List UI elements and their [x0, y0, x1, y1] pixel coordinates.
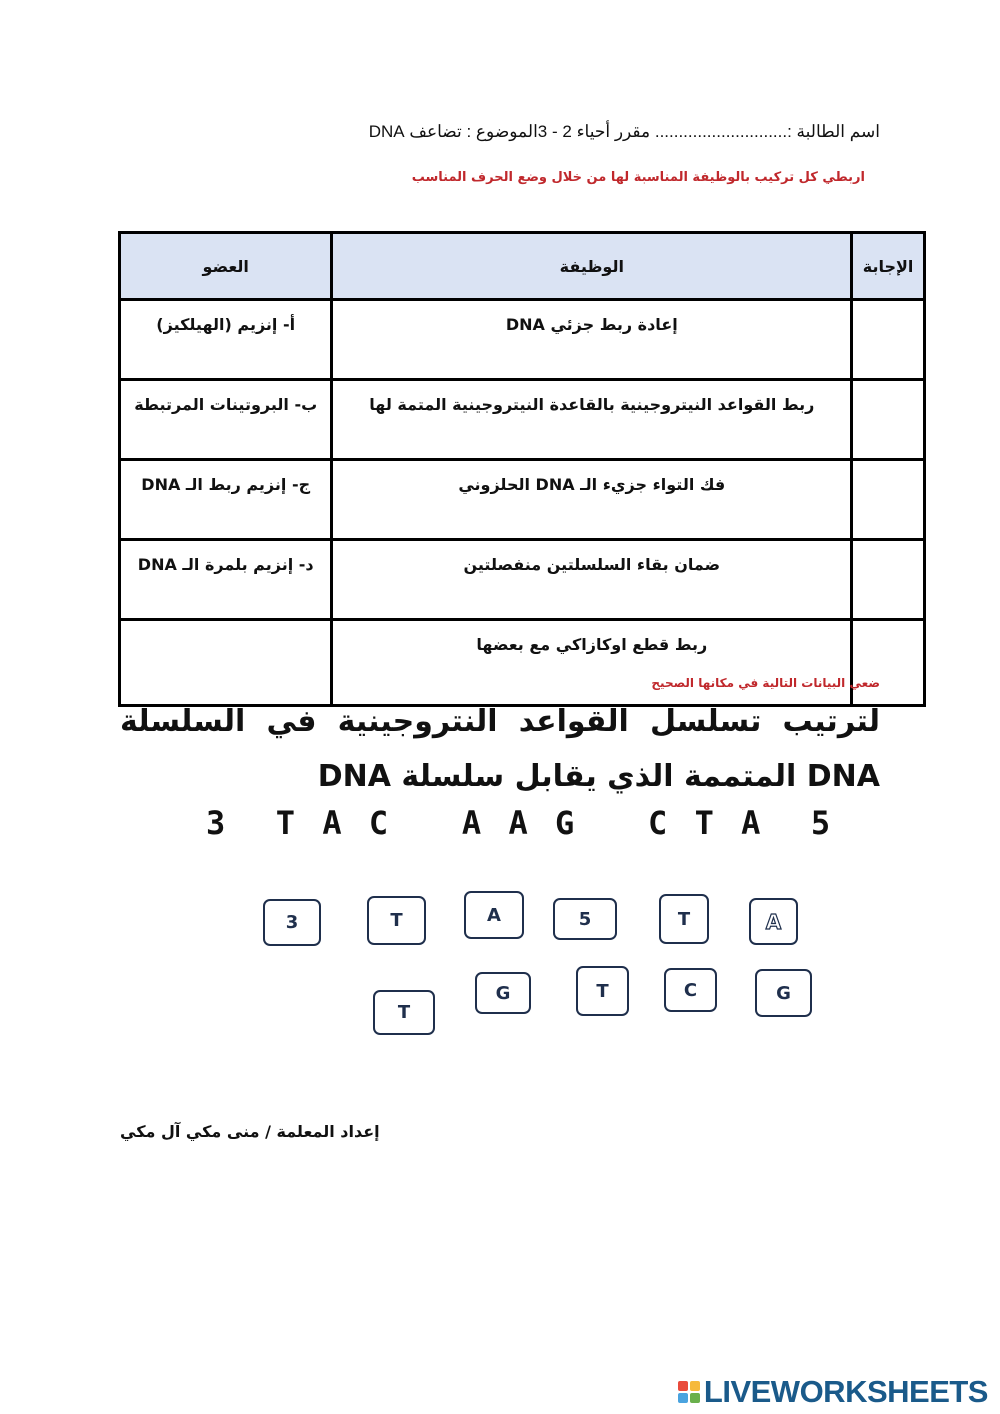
- member-cell: ب- البروتينات المرتبطة: [120, 380, 332, 460]
- header-answer: الإجابة: [852, 233, 925, 300]
- matching-instruction: اربطي كل تركيب بالوظيفة المناسبة لها من خلال وضع الحرف المناسب: [411, 170, 865, 185]
- drag-tile[interactable]: A: [749, 898, 798, 945]
- part2-question: لترتيب تسلسل القواعد النتروجينية في السلسلة DNA المتممة الذي يقابل سلسلة DNA: [120, 704, 880, 794]
- drag-tile[interactable]: T: [373, 990, 435, 1035]
- drag-tile[interactable]: 5: [553, 898, 617, 940]
- liveworksheets-logo: [678, 1374, 988, 1410]
- part2-instruction: ضعي البيانات التالية في مكانها الصحيح: [651, 676, 880, 690]
- answer-cell[interactable]: [852, 460, 925, 540]
- drag-tile[interactable]: A: [464, 891, 524, 939]
- header-function: الوظيفة: [332, 233, 852, 300]
- table-row: [120, 460, 925, 540]
- logo-mark-icon: [678, 1381, 700, 1403]
- matching-table: [118, 231, 926, 707]
- answer-cell[interactable]: [852, 300, 925, 380]
- member-cell: أ- إنزيم (الهيلكيز): [120, 300, 332, 380]
- function-cell: ربط القواعد النيتروجينية بالقاعدة النيتروجينية المتمة لها: [332, 380, 852, 460]
- function-cell: إعادة ربط جزئي DNA: [332, 300, 852, 380]
- drag-tile[interactable]: G: [755, 969, 812, 1017]
- teacher-credit: إعداد المعلمة / منى مكي آل مكي: [120, 1122, 380, 1141]
- table-row: [120, 540, 925, 620]
- drag-tile[interactable]: 3: [263, 899, 321, 946]
- answer-cell[interactable]: [852, 620, 925, 706]
- table-row: [120, 300, 925, 380]
- member-cell: د- إنزيم بلمرة الـ DNA: [120, 540, 332, 620]
- table-row: [120, 380, 925, 460]
- function-cell: ربط قطع اوكازاكي مع بعضها: [332, 620, 852, 706]
- header-student-line: اسم الطالبة :............................ مقرر أحياء 2 - 3الموضوع : تضاعف DNA: [368, 122, 880, 141]
- answer-cell[interactable]: [852, 540, 925, 620]
- header-member: العضو: [120, 233, 332, 300]
- drag-tile[interactable]: G: [475, 972, 531, 1014]
- table-header-row: [120, 233, 925, 300]
- drag-tile[interactable]: T: [576, 966, 629, 1016]
- function-cell: فك التواء جزيء الـ DNA الحلزوني: [332, 460, 852, 540]
- dna-sequence: 3 T A C A A G C T A 5: [206, 804, 835, 842]
- member-cell: [120, 620, 332, 706]
- member-cell: ج- إنزيم ربط الـ DNA: [120, 460, 332, 540]
- logo-text: LIVEWORKSHEETS: [703, 1374, 988, 1409]
- drag-tile[interactable]: T: [659, 894, 709, 944]
- answer-cell[interactable]: [852, 380, 925, 460]
- drag-tile[interactable]: T: [367, 896, 426, 945]
- table-row: [120, 620, 925, 706]
- function-cell: ضمان بقاء السلسلتين منفصلتين: [332, 540, 852, 620]
- drag-tile[interactable]: C: [664, 968, 717, 1012]
